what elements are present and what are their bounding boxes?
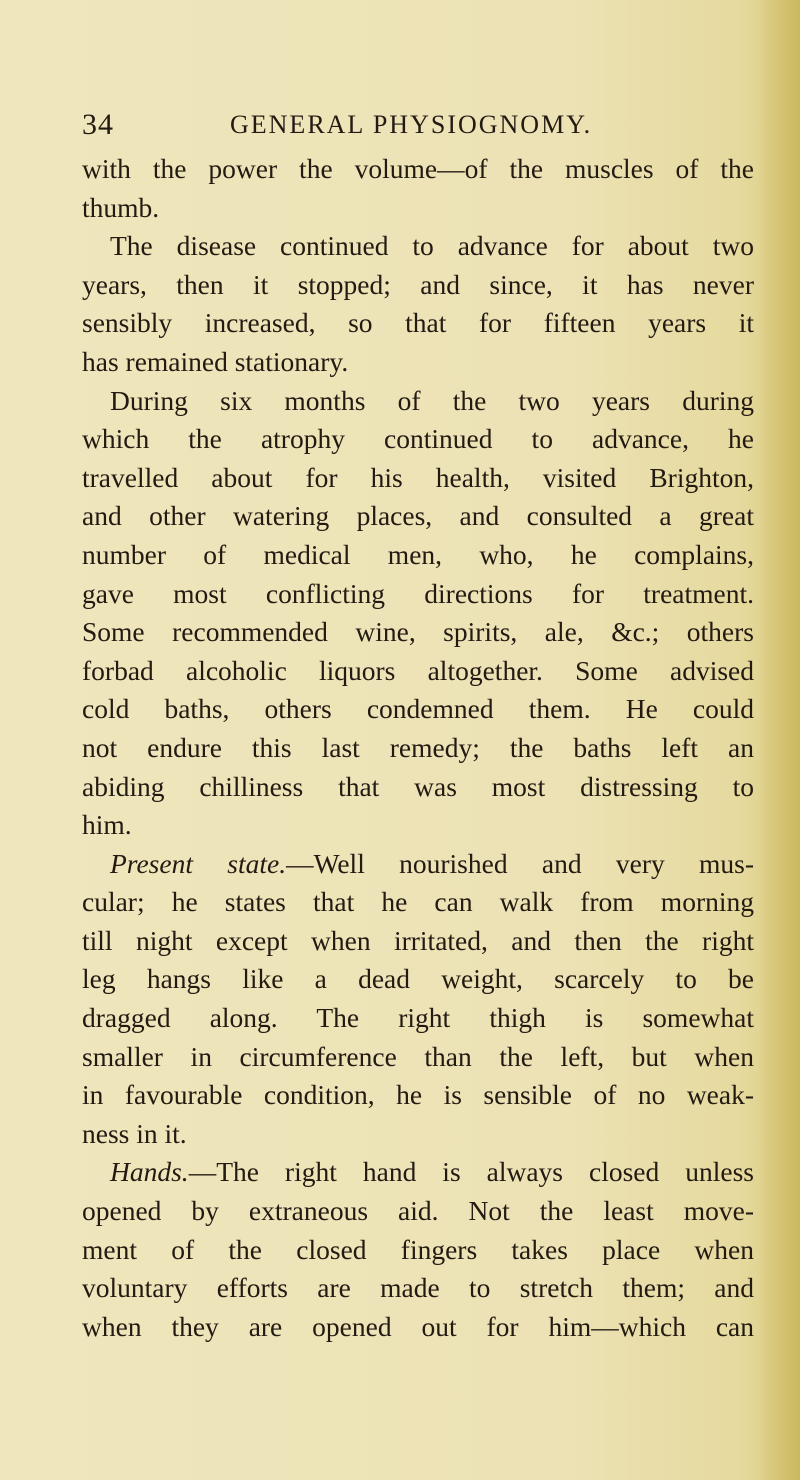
text-line: smaller in circumference than the left, but when (82, 1040, 754, 1072)
text-line: him. (82, 809, 132, 841)
text-line: which the atrophy continued to advance, he (82, 423, 754, 455)
text-line: and other watering places, and consulted a great (82, 500, 754, 532)
text-line: when they are opened out for him—which can (82, 1310, 754, 1342)
running-title: GENERAL PHYSIOGNOMY. (230, 110, 593, 139)
page-header (82, 108, 782, 148)
text-line: years, then it stopped; and since, it has never (82, 268, 754, 300)
text-line: travelled about for his health, visited Brighton, (82, 461, 754, 493)
text-line: gave most conflicting directions for treatment. (82, 577, 754, 609)
text-line: not endure this last remedy; the baths left an (82, 731, 754, 763)
text-line: forbad alcoholic liquors altogether. Some advised (82, 654, 754, 686)
text-line: sensibly increased, so that for fifteen years it (82, 307, 754, 339)
text-line: cold baths, others condemned them. He could (82, 693, 754, 725)
text-line: voluntary efforts are made to stretch them; and (82, 1272, 754, 1304)
body-text (82, 150, 754, 1346)
text-line: During six months of the two years during (110, 384, 754, 416)
text-line: Some recommended wine, spirits, ale, &c.; others (82, 616, 754, 648)
text-line: dragged along. The right thigh is somewhat (82, 1002, 754, 1034)
text-line: ness in it. (82, 1117, 187, 1149)
text-line: leg hangs like a dead weight, scarcely to be (82, 963, 754, 995)
text-line: Hands.—The right hand is always closed unless (110, 1156, 754, 1188)
text-line: number of medical men, who, he complains, (82, 538, 754, 570)
page-number: 34 (82, 108, 114, 141)
text-line: has remained stationary. (82, 345, 349, 377)
text-line: ment of the closed fingers takes place when (82, 1233, 754, 1265)
text-line: The disease continued to advance for about two (110, 230, 754, 262)
page-edge-shadow (758, 0, 800, 1480)
text-line: thumb. (82, 191, 160, 223)
text-line: abiding chilliness that was most distressing to (82, 770, 754, 802)
text-line: in favourable condition, he is sensible of no weak- (82, 1079, 754, 1111)
text-line: opened by extraneous aid. Not the least move- (82, 1195, 754, 1227)
italic-heading: Present state. (110, 847, 287, 879)
text-line: till night except when irritated, and then the right (82, 924, 754, 956)
text-line: Present state.—Well nourished and very mus- (110, 847, 754, 879)
text-line: cular; he states that he can walk from morning (82, 886, 754, 918)
text-line: with the power the volume—of the muscles of the (82, 153, 754, 184)
italic-heading: Hands. (110, 1156, 189, 1188)
